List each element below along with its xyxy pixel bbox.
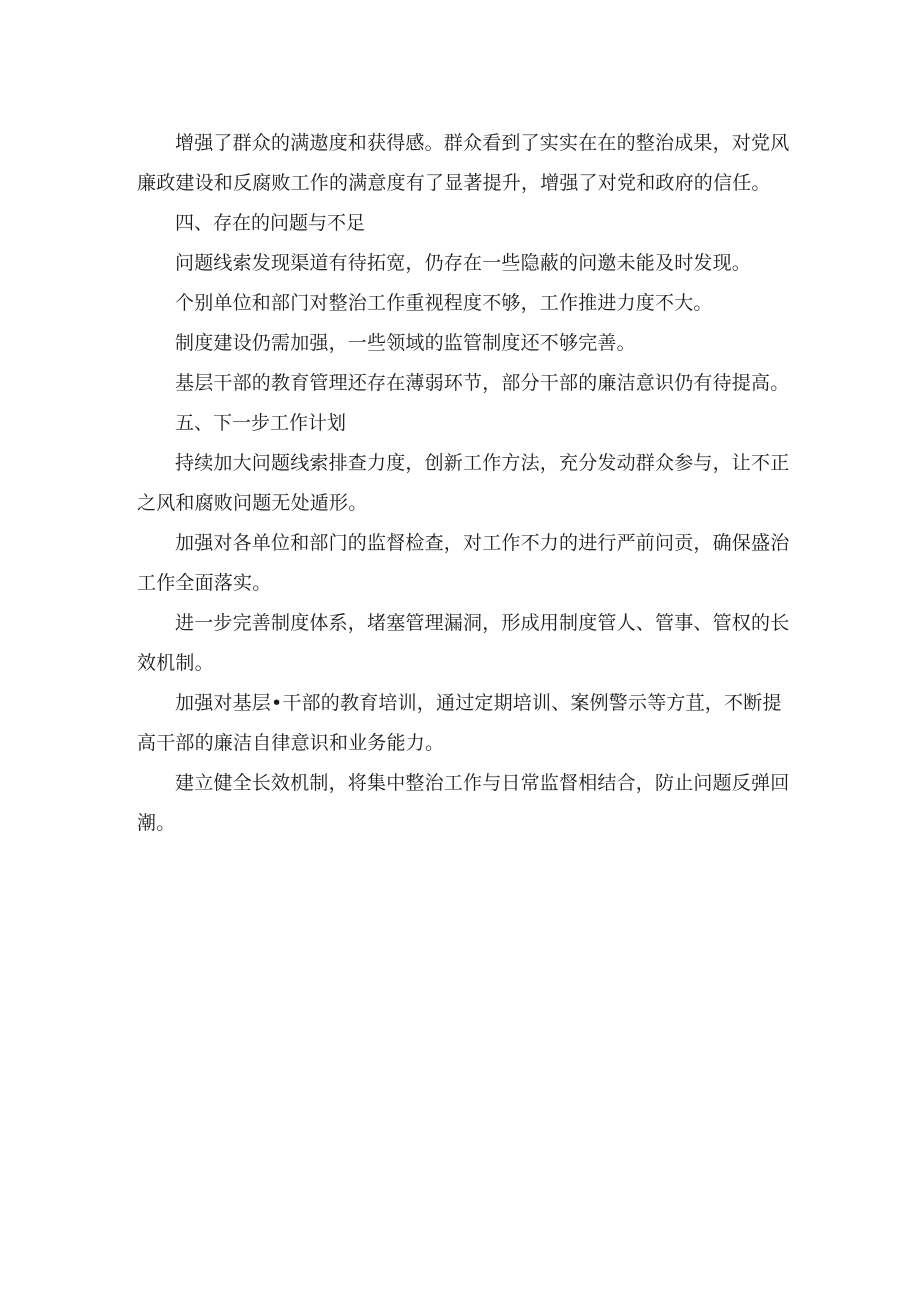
document-body xyxy=(137,123,797,843)
paragraph-long-term-mechanism: 建立健全长效机制，将集中整治工作与日常监督相结合，防止问题反弹回潮。 xyxy=(137,772,790,834)
section-heading-next-steps: 五、下一步工作计划 xyxy=(175,412,347,434)
paragraph-institution-building: 制度建设仍需加强，一些领域的监管制度还不够完善。 xyxy=(175,332,636,354)
paragraph-grassroots-education: 基层干部的教育管理还存在薄弱环节，部分干部的廉洁意识仍有待提高。 xyxy=(175,372,790,394)
paragraph-insufficient-attention: 个别单位和部门对整治工作重视程度不够，工作推进力度不大。 xyxy=(175,292,713,314)
section-heading-problems: 四、存在的问题与不足 xyxy=(175,212,366,234)
paragraph-satisfaction: 增强了群众的满遨度和获得感。群众看到了实实在在的整治成果，对党风廉政建设和反腐败工作的满意度有了显著提升，增强了对党和政府的信任。 xyxy=(137,132,790,194)
paragraph-training: 加强对基层•干部的教育培训，通过定期培训、案例警示等方苴，不断提高干部的廉洁自律意识和业务能力。 xyxy=(137,692,782,754)
paragraph-clue-channels: 问题线索发现渠道有待拓宽，仍存在一些隐蔽的问邀未能及时发现。 xyxy=(175,252,752,274)
paragraph-clue-investigation: 持续加大问题线索排查力度，创新工作方法，充分发动群众参与，让不正之风和腐败问题无处遁形。 xyxy=(137,452,790,514)
paragraph-supervision: 加强对各单位和部门的监督检查，对工作不力的进行严前问贡，确保盛治工作全面落实。 xyxy=(137,532,790,594)
paragraph-system-improvement: 进一步完善制度体系，堵塞管理漏洞，形成用制度管人、管事、管权的长效机制。 xyxy=(137,612,790,674)
